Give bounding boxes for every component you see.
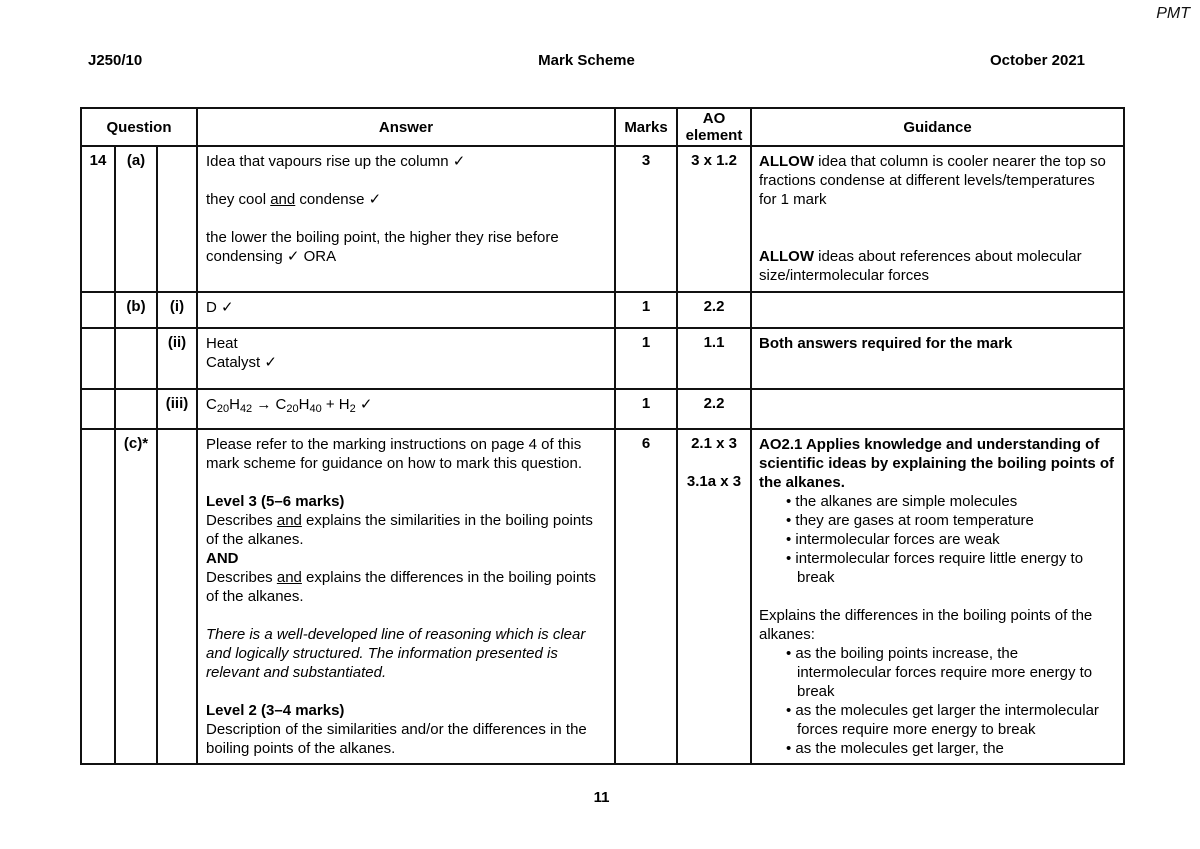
subpart-cell: (iii) [157,389,197,429]
question-number-cell [81,328,115,389]
question-header: Question [81,108,197,146]
table-row [81,292,1124,328]
question-number-cell [81,389,115,429]
subpart-cell [157,146,197,292]
ao-cell: 1.1 [677,328,751,389]
ao-cell: 2.2 [677,292,751,328]
part-cell: (b) [115,292,157,328]
answer-cell: Please refer to the marking instructions on page 4 of this mark scheme for guidance on how to mark this question. Level 3 (5–6 marks) Describes and explains the similarities in the boiling points of the alkanes. AND Describes and explains the differences in the boiling points of the alkanes. There is a well-developed line of reasoning which is clear and logically structured. The information presented is relevant and substantiated. Level 2 (3–4 marks) Description of the similarities and/or the differences in the boiling points of the alkanes. [197,429,615,764]
header-row [81,108,1124,146]
subpart-cell [157,429,197,764]
ao-cell: 2.1 x 3 3.1a x 3 [677,429,751,764]
guidance-header: Guidance [751,108,1124,146]
question-number-cell [81,429,115,764]
ao-cell: 2.2 [677,389,751,429]
marks-header: Marks [615,108,677,146]
ao-cell: 3 x 1.2 [677,146,751,292]
part-cell: (c)* [115,429,157,764]
answer-cell: D ✓ [197,292,615,328]
table-row [81,429,1124,764]
guidance-cell [751,292,1124,328]
marks-cell: 1 [615,328,677,389]
ao-element-header: AO element [677,108,751,146]
marks-cell: 1 [615,292,677,328]
pmt-watermark: PMT [1156,5,1190,22]
answer-cell: Heat Catalyst ✓ [197,328,615,389]
part-cell [115,328,157,389]
mark-scheme-table [80,107,1125,765]
part-cell: (a) [115,146,157,292]
guidance-cell: AO2.1 Applies knowledge and understanding of scientific ideas by explaining the boiling points of the alkanes. • the alkanes are simple molecules • they are gases at room temperature • intermolecular forces are weak • intermolecular forces require little energy to break Explains the differences in the boiling points of the alkanes: • as the boiling points increase, the intermolecular forces require more energy to break • as the molecules get larger the intermolecular forces require more energy to break • as the molecules get larger, the [751,429,1124,764]
table-row [81,389,1124,429]
table-row [81,328,1124,389]
question-number-cell: 14 [81,146,115,292]
marks-cell: 1 [615,389,677,429]
document-date: October 2021 [989,52,1085,69]
table-row [81,146,1124,292]
document-header [88,52,1085,69]
subpart-cell: (i) [157,292,197,328]
answer-cell: Idea that vapours rise up the column ✓ they cool and condense ✓ the lower the boiling point, the higher they rise before condensing ✓ ORA [197,146,615,292]
answer-header: Answer [197,108,615,146]
question-number-cell [81,292,115,328]
page-number: 11 [593,789,610,806]
paper-code: J250/10 [88,52,143,69]
marks-cell: 3 [615,146,677,292]
guidance-cell: Both answers required for the mark [751,328,1124,389]
part-cell [115,389,157,429]
answer-cell: $C_{20}H_{42} \to C_{20}H_{40} + H_2$ ✓ [197,389,615,429]
marks-cell: 6 [615,429,677,764]
guidance-cell [751,389,1124,429]
guidance-cell: ALLOW idea that column is cooler nearer the top so fractions condense at different levels/temperatures for 1 mark ALLOW ideas about references about molecular size/intermolecular forces [751,146,1124,292]
document-title: Mark Scheme [538,52,635,69]
subpart-cell: (ii) [157,328,197,389]
